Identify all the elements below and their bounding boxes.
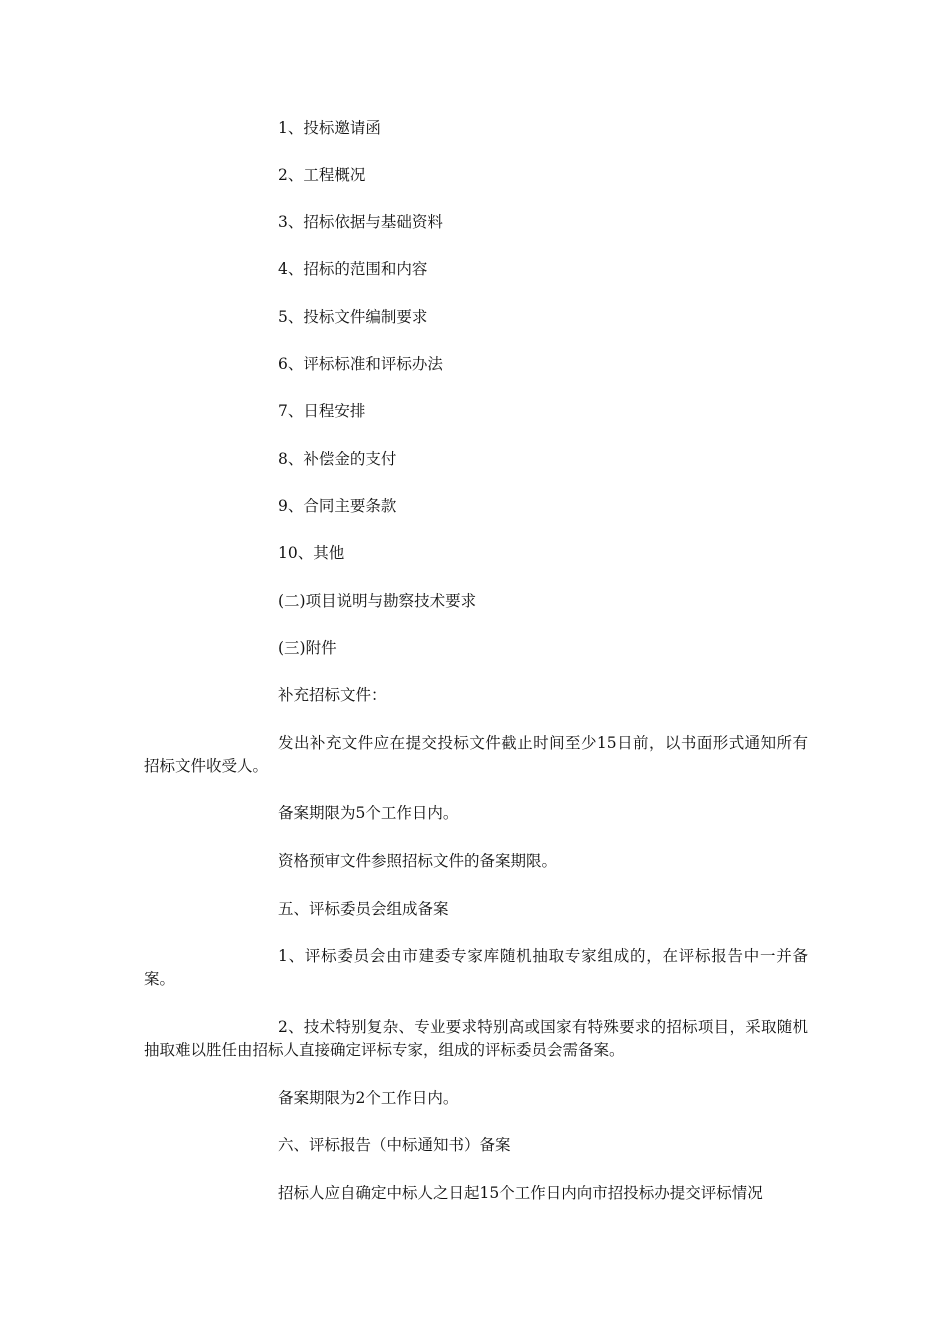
paragraph: 2、工程概况: [278, 166, 366, 184]
paragraph: 1、投标邀请函: [278, 119, 381, 137]
paragraph: 9、合同主要条款: [278, 497, 397, 515]
paragraph: 4、招标的范围和内容: [278, 260, 428, 278]
paragraph: 资格预审文件参照招标文件的备案期限。: [278, 852, 558, 870]
paragraph: 7、日程安排: [278, 402, 366, 420]
paragraph: 3、招标依据与基础资料: [278, 213, 443, 231]
paragraph: 1、评标委员会由市建委专家库随机抽取专家组成的，在评标报告中一并备案。: [144, 947, 808, 988]
paragraph: 5、投标文件编制要求: [278, 308, 428, 326]
paragraph: 6、评标标准和评标办法: [278, 355, 443, 373]
paragraph: 备案期限为5个工作日内。: [278, 804, 459, 822]
section-heading: 六、评标报告（中标通知书）备案: [278, 1136, 511, 1154]
paragraph: 发出补充文件应在提交投标文件截止时间至少15日前，以书面形式通知所有招标文件收受人。: [144, 734, 808, 775]
paragraph: (二)项目说明与勘察技术要求: [278, 592, 477, 610]
paragraph: 10、其他: [278, 544, 345, 562]
paragraph: 8、补偿金的支付: [278, 450, 397, 468]
paragraph: (三)附件: [278, 639, 337, 657]
section-heading: 五、评标委员会组成备案: [278, 900, 449, 918]
paragraph: 备案期限为2个工作日内。: [278, 1089, 459, 1107]
paragraph: 补充招标文件：: [278, 686, 387, 704]
paragraph: 招标人应自确定中标人之日起15个工作日内向市招投标办提交评标情况: [278, 1184, 763, 1202]
paragraph: 2、技术特别复杂、专业要求特别高或国家有特殊要求的招标项目，采取随机抽取难以胜任由招标人直接确定评标专家，组成的评标委员会需备案。: [144, 1018, 808, 1059]
